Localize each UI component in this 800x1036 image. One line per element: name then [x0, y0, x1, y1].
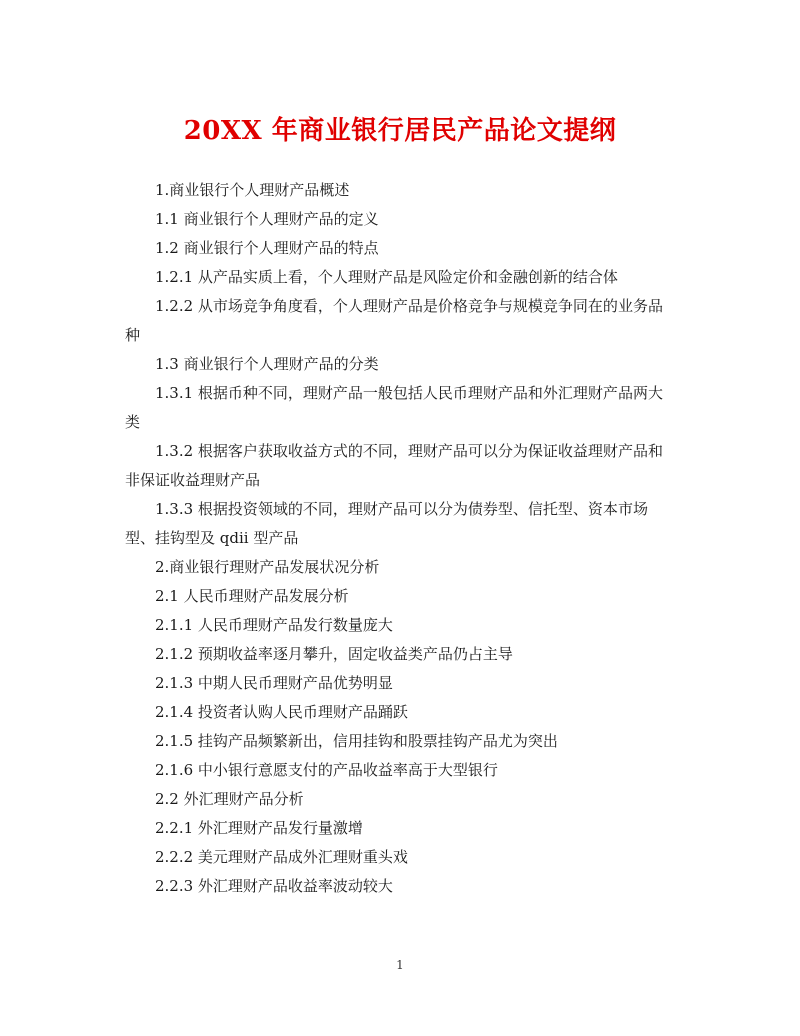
paragraph: 1.3 商业银行个人理财产品的分类: [155, 355, 379, 373]
paragraph: 2.1.5 挂钩产品频繁新出，信用挂钩和股票挂钩产品尤为突出: [155, 732, 558, 750]
paragraph: 2.商业银行理财产品发展状况分析: [155, 558, 380, 576]
document-title: 20XX 年商业银行居民产品论文提纲: [183, 116, 617, 146]
paragraph: 1.2 商业银行个人理财产品的特点: [155, 239, 379, 257]
page-number: 1: [396, 958, 404, 972]
paragraph: 2.1.2 预期收益率逐月攀升，固定收益类产品仍占主导: [155, 645, 513, 663]
paragraph: 1.3.3 根据投资领域的不同，理财产品可以分为债券型、信托型、资本市场型、挂钩型及 qdii 型产品: [125, 500, 648, 547]
paragraph: 1.3.2 根据客户获取收益方式的不同，理财产品可以分为保证收益理财产品和非保证收益理财产品: [125, 442, 663, 489]
paragraph: 1.3.1 根据币种不同，理财产品一般包括人民币理财产品和外汇理财产品两大类: [125, 384, 663, 431]
paragraph: 2.1.1 人民币理财产品发行数量庞大: [155, 616, 393, 634]
paragraph: 2.1.6 中小银行意愿支付的产品收益率高于大型银行: [155, 761, 498, 779]
paragraph: 2.2.1 外汇理财产品发行量激增: [155, 819, 363, 837]
paragraph: 2.2.2 美元理财产品成外汇理财重头戏: [155, 848, 408, 866]
paragraph: 2.2 外汇理财产品分析: [155, 790, 304, 808]
paragraph: 1.商业银行个人理财产品概述: [155, 181, 350, 199]
paragraph: 1.1 商业银行个人理财产品的定义: [155, 210, 379, 228]
paragraph: 1.2.1 从产品实质上看，个人理财产品是风险定价和金融创新的结合体: [155, 268, 618, 286]
document-body: [125, 176, 673, 901]
paragraph: 2.2.3 外汇理财产品收益率波动较大: [155, 877, 393, 895]
paragraph: 2.1.3 中期人民币理财产品优势明显: [155, 674, 393, 692]
paragraph: 2.1 人民币理财产品发展分析: [155, 587, 349, 605]
paragraph: 1.2.2 从市场竞争角度看，个人理财产品是价格竞争与规模竞争同在的业务品种: [125, 297, 663, 344]
paragraph: 2.1.4 投资者认购人民币理财产品踊跃: [155, 703, 408, 721]
